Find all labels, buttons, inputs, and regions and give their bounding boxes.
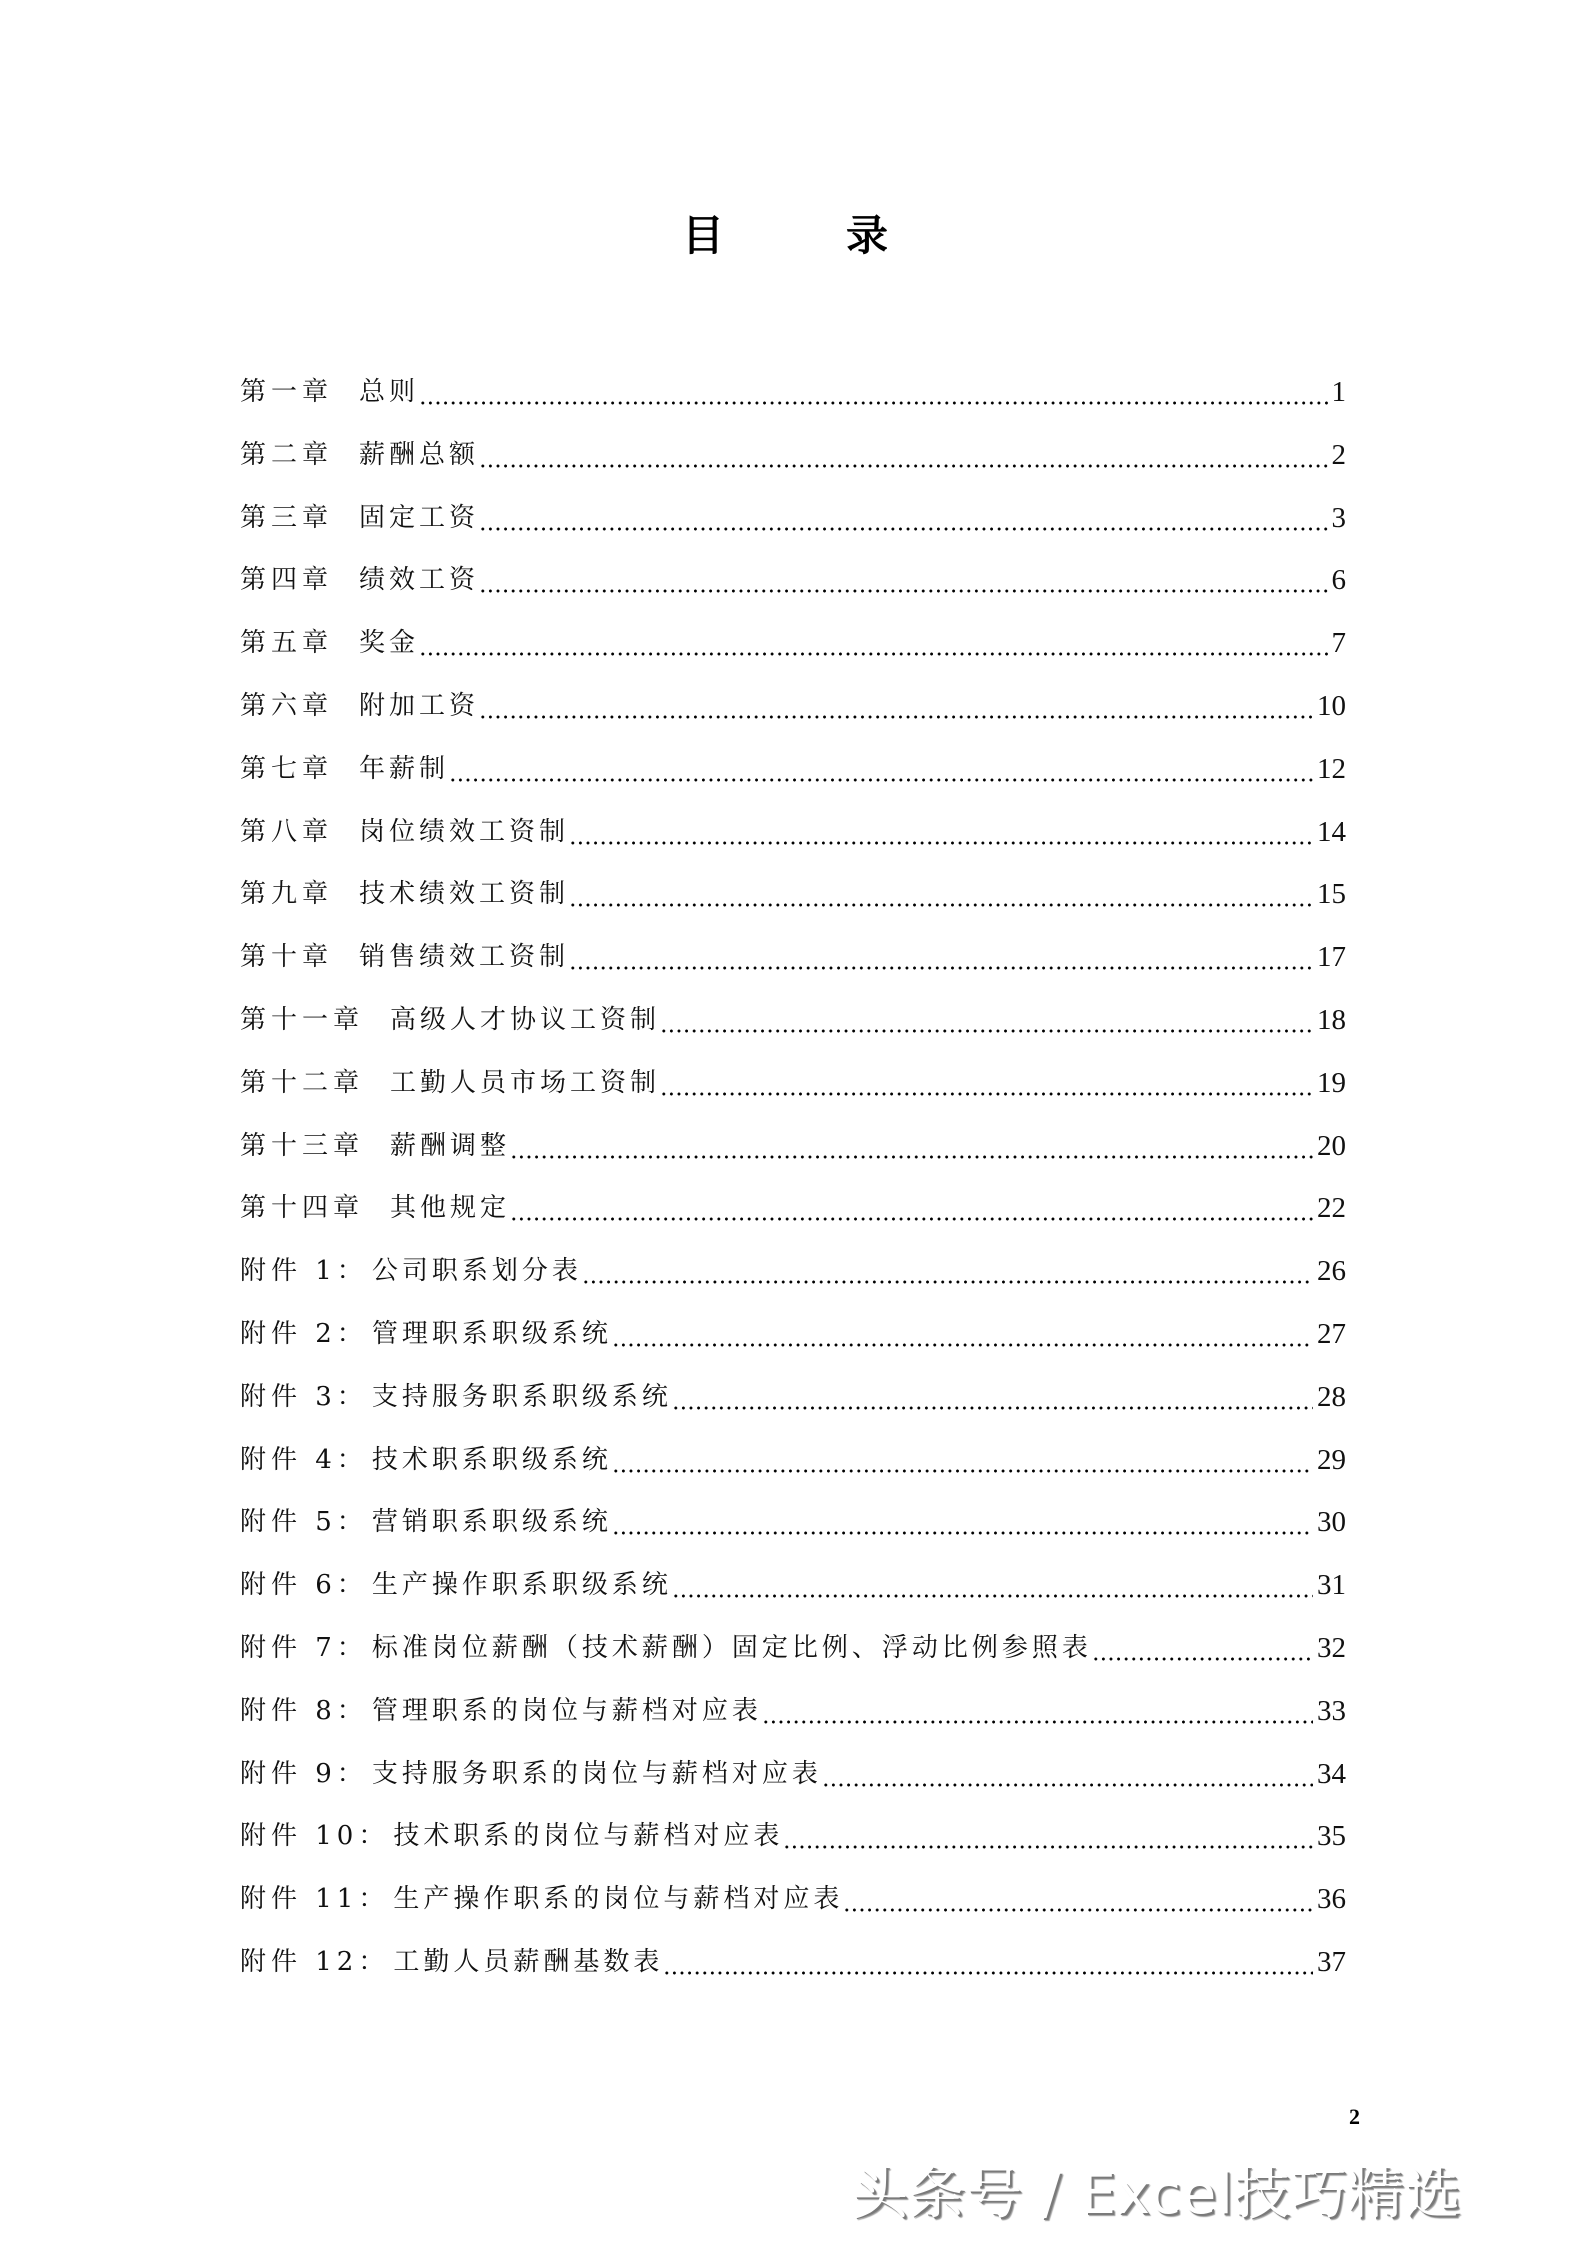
toc-entry[interactable] — [240, 1122, 1346, 1162]
toc-entry-label: 第十三章 — [240, 1130, 365, 1161]
dot-leader — [660, 1067, 1313, 1099]
toc-entry-title: 高级人才协议工资制 — [390, 1005, 661, 1035]
toc-entry-title: 其他规定 — [390, 1193, 511, 1224]
toc-entry-label: 第七章 — [240, 753, 334, 784]
toc-entry-title: 绩效工资 — [359, 565, 480, 596]
toc-entry-page-number: 20 — [1317, 1129, 1346, 1162]
toc-entry-label: 第三章 — [240, 502, 334, 533]
toc-entry[interactable] — [240, 1059, 1346, 1099]
toc-entry-page-number: 28 — [1317, 1380, 1346, 1413]
toc-entry-page-number: 15 — [1317, 878, 1346, 911]
toc-entry[interactable] — [240, 1938, 1346, 1978]
dot-leader — [612, 1444, 1313, 1476]
toc-entry-label: 附件 6： — [240, 1570, 368, 1601]
dot-leader — [843, 1883, 1313, 1915]
toc-entry[interactable] — [240, 870, 1346, 910]
toc-entry-label: 附件 4： — [240, 1444, 368, 1475]
toc-entry-page-number: 26 — [1317, 1255, 1346, 1288]
toc-entry-page-number: 34 — [1317, 1757, 1346, 1790]
dot-leader — [479, 690, 1313, 722]
toc-entry-label: 第十四章 — [240, 1193, 365, 1224]
toc-entry-page-number: 22 — [1317, 1192, 1346, 1225]
toc-entry-page-number: 14 — [1317, 815, 1346, 848]
dot-leader — [419, 376, 1327, 408]
dot-leader — [660, 1004, 1313, 1036]
toc-entry-label: 附件 10： — [240, 1821, 390, 1852]
toc-entry[interactable] — [240, 1561, 1346, 1601]
toc-entry-title: 管理职系的岗位与薪档对应表 — [371, 1695, 762, 1726]
toc-entry-label: 第一章 — [240, 377, 334, 407]
toc-entry-label: 附件 9： — [240, 1758, 368, 1789]
toc-entry-page-number: 29 — [1317, 1443, 1346, 1476]
title-char-2: 录 — [846, 211, 889, 260]
toc-entry[interactable] — [240, 368, 1346, 408]
toc-entry-label: 附件 8： — [240, 1695, 368, 1726]
toc-entry-page-number: 7 — [1331, 627, 1346, 660]
watermark: 头条号 / Excel技巧精选 — [852, 2162, 1462, 2227]
toc-entry-label: 第九章 — [240, 879, 334, 910]
toc-entry-title: 工勤人员薪酬基数表 — [393, 1947, 664, 1977]
dot-leader — [479, 439, 1327, 471]
toc-entry[interactable] — [240, 1624, 1346, 1664]
toc-entry-label: 附件 3： — [240, 1381, 368, 1412]
toc-entry-label: 第四章 — [240, 565, 334, 596]
dot-leader — [449, 753, 1313, 785]
toc-entry-page-number: 27 — [1317, 1318, 1346, 1350]
toc-entry-title: 销售绩效工资制 — [359, 942, 570, 973]
toc-entry-page-number: 37 — [1317, 1946, 1346, 1978]
toc-entry-title: 年薪制 — [359, 753, 450, 784]
dot-leader — [612, 1318, 1313, 1350]
dot-leader — [822, 1758, 1313, 1790]
toc-entry[interactable] — [240, 1875, 1346, 1915]
toc-entry[interactable] — [240, 431, 1346, 471]
dot-leader — [612, 1506, 1313, 1538]
toc-entry-title: 薪酬调整 — [390, 1130, 511, 1161]
toc-entry-label: 第六章 — [240, 691, 334, 721]
toc-entry-label: 附件 11： — [240, 1884, 390, 1915]
dot-leader — [569, 816, 1313, 848]
toc-entry-label: 附件 1： — [240, 1256, 368, 1287]
toc-entry-label: 第五章 — [240, 628, 334, 659]
toc-entry-page-number: 12 — [1317, 752, 1346, 785]
toc-entry-title: 营销职系职级系统 — [371, 1507, 612, 1538]
toc-entry-label: 第十章 — [240, 942, 334, 973]
toc-entry[interactable] — [240, 1812, 1346, 1852]
toc-entry-title: 固定工资 — [359, 502, 480, 533]
toc-entry-title: 总则 — [359, 377, 420, 407]
toc-entry[interactable] — [240, 556, 1346, 596]
toc-entry-label: 第十一章 — [240, 1005, 365, 1035]
toc-entry-title: 薪酬总额 — [359, 439, 480, 470]
dot-leader — [510, 1130, 1313, 1162]
toc-entry-page-number: 32 — [1317, 1632, 1346, 1664]
toc-entry-title: 附加工资 — [359, 691, 480, 721]
toc-entry[interactable] — [240, 933, 1346, 973]
toc-entry-title: 支持服务职系的岗位与薪档对应表 — [371, 1758, 822, 1789]
toc-entry[interactable] — [240, 996, 1346, 1036]
toc-entry-page-number: 31 — [1317, 1569, 1346, 1602]
dot-leader — [783, 1820, 1313, 1852]
toc-entry[interactable] — [240, 1750, 1346, 1790]
footer-page-number: 2 — [1349, 2104, 1360, 2129]
toc-entry[interactable] — [240, 745, 1346, 785]
toc-entry[interactable] — [240, 1687, 1346, 1727]
toc-entry-title: 工勤人员市场工资制 — [390, 1067, 661, 1098]
dot-leader — [479, 502, 1327, 534]
toc-entry-page-number: 18 — [1317, 1004, 1346, 1036]
toc-entry-label: 附件 2： — [240, 1319, 368, 1349]
toc-entry-page-number: 36 — [1317, 1883, 1346, 1916]
toc-entry-title: 技术绩效工资制 — [359, 879, 570, 910]
dot-leader — [510, 1192, 1313, 1224]
toc-entry-title: 技术职系的岗位与薪档对应表 — [393, 1821, 784, 1852]
toc-entry-page-number: 2 — [1331, 438, 1346, 471]
toc-entry-page-number: 10 — [1317, 690, 1346, 722]
dot-leader — [663, 1946, 1313, 1978]
page-title — [0, 206, 1587, 266]
toc-entry-page-number: 35 — [1317, 1820, 1346, 1853]
toc-entry[interactable] — [240, 1436, 1346, 1476]
toc-entry[interactable] — [240, 1247, 1346, 1287]
toc-entry-title: 生产操作职系职级系统 — [371, 1570, 672, 1601]
toc-entry-label: 第十二章 — [240, 1067, 365, 1098]
toc-entry[interactable] — [240, 1184, 1346, 1224]
toc-entry-label: 第二章 — [240, 439, 334, 470]
toc-entry-page-number: 3 — [1331, 501, 1346, 534]
toc-entry-title: 支持服务职系职级系统 — [371, 1381, 672, 1412]
toc-entry[interactable] — [240, 1310, 1346, 1350]
toc-entry-title: 技术职系职级系统 — [371, 1444, 612, 1475]
toc-entry-title: 奖金 — [359, 628, 420, 659]
toc-entry-title: 标准岗位薪酬（技术薪酬）固定比例、浮动比例参照表 — [371, 1633, 1092, 1663]
toc-entry-page-number: 33 — [1317, 1694, 1346, 1727]
toc-entry-page-number: 1 — [1331, 376, 1346, 408]
dot-leader — [672, 1381, 1313, 1413]
toc-entry[interactable] — [240, 494, 1346, 534]
toc-entry-page-number: 17 — [1317, 941, 1346, 974]
toc-entry[interactable] — [240, 1373, 1346, 1413]
toc-entry-title: 管理职系职级系统 — [371, 1319, 612, 1349]
toc-entry-title: 公司职系划分表 — [371, 1256, 582, 1287]
toc-entry-label: 附件 12： — [240, 1947, 390, 1977]
toc-entry[interactable] — [240, 808, 1346, 848]
toc-entry-page-number: 19 — [1317, 1066, 1346, 1099]
toc-entry-page-number: 30 — [1317, 1506, 1346, 1539]
dot-leader — [479, 564, 1327, 596]
toc-entry-label: 第八章 — [240, 816, 334, 847]
toc-entry-title: 生产操作职系的岗位与薪档对应表 — [393, 1884, 844, 1915]
toc-entry[interactable] — [240, 619, 1346, 659]
dot-leader — [1092, 1632, 1313, 1664]
dot-leader — [569, 941, 1313, 973]
toc-entry[interactable] — [240, 682, 1346, 722]
dot-leader — [419, 627, 1327, 659]
dot-leader — [762, 1695, 1313, 1727]
dot-leader — [582, 1255, 1313, 1287]
toc-entry-title: 岗位绩效工资制 — [359, 816, 570, 847]
dot-leader — [569, 878, 1313, 910]
toc-entry-label: 附件 5： — [240, 1507, 368, 1538]
toc-entry[interactable] — [240, 1498, 1346, 1538]
toc-entry-label: 附件 7： — [240, 1633, 368, 1663]
title-char-1: 目 — [682, 211, 725, 260]
dot-leader — [672, 1569, 1313, 1601]
toc-entry-page-number: 6 — [1331, 564, 1346, 597]
